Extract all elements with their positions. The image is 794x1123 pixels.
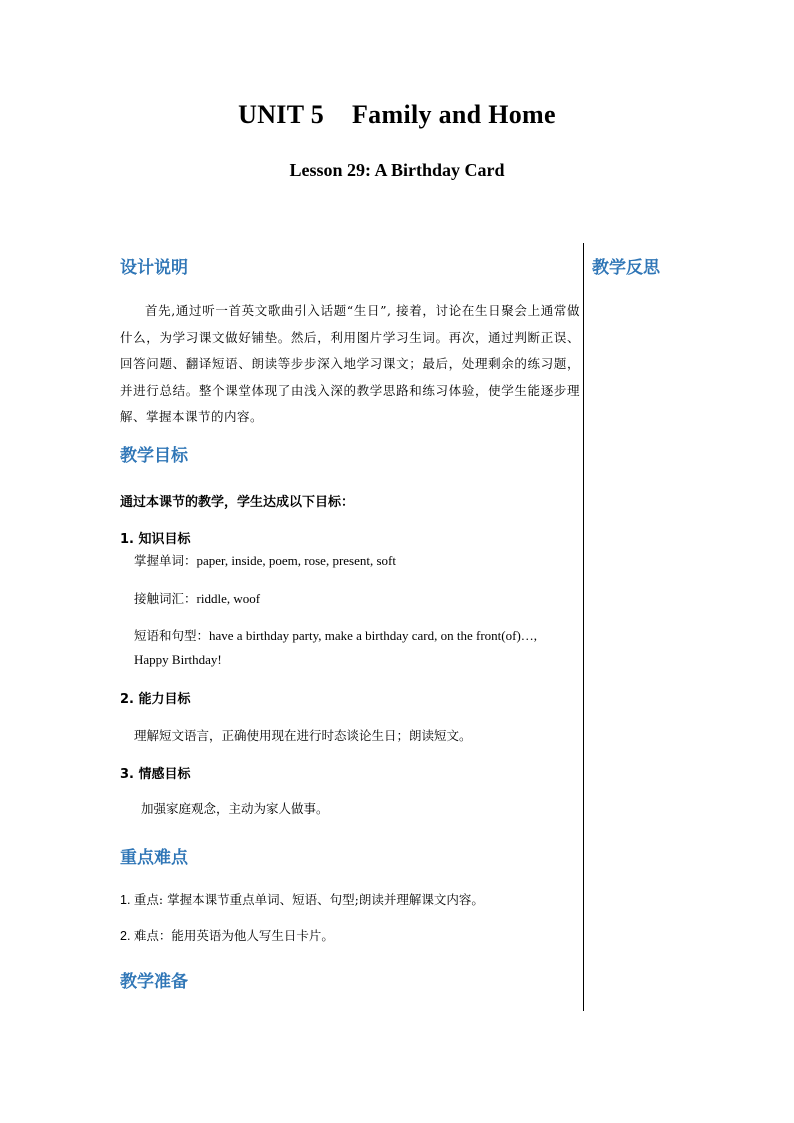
- goals-heading: 教学目标: [120, 446, 188, 466]
- lesson-title: Lesson 29: A Birthday Card: [289, 160, 505, 180]
- vocab-list: paper, inside, poem, rose, present, soft: [196, 553, 396, 568]
- knowledge-goal-title: 1. 知识目标: [120, 532, 191, 547]
- key-points-heading: 重点难点: [120, 848, 188, 868]
- contact-line: [134, 587, 580, 611]
- phrase-list: have a birthday party, make a birthday card, on the front(of)…,: [209, 628, 538, 643]
- key-point-1-text: : 掌握本课节重点单词、短语、句型;朗读并理解课文内容。: [158, 892, 484, 907]
- contact-list: riddle, woof: [196, 591, 261, 606]
- emotion-goal-title: 3. 情感目标: [120, 767, 191, 782]
- goals-intro: 通过本课节的教学，学生达成以下目标：: [120, 495, 355, 510]
- contact-label: 接触词汇：: [134, 591, 197, 606]
- vocab-line: [134, 549, 580, 573]
- ability-goal-text: 理解短文语言，正确使用现在进行时态谈论生日；朗读短文。: [134, 728, 472, 743]
- key-point-2: [120, 924, 580, 948]
- prep-heading: 教学准备: [120, 972, 188, 992]
- unit-label: UNIT 5: [238, 100, 324, 129]
- phrase-label: 短语和句型：: [134, 628, 210, 643]
- unit-name: Family and Home: [352, 100, 556, 129]
- phrase-line-2: [134, 648, 580, 672]
- key-point-2-label: 难点: [133, 929, 159, 943]
- design-heading: 设计说明: [120, 258, 188, 278]
- emotion-goal-text: 加强家庭观念，主动为家人做事。: [141, 801, 329, 816]
- key-point-2-number: 2.: [120, 929, 134, 943]
- unit-title: [0, 100, 794, 130]
- key-point-1-label: 重点: [133, 893, 159, 907]
- key-point-1: [120, 888, 580, 912]
- phrase-list-2: Happy Birthday!: [134, 652, 222, 667]
- key-point-1-number: 1.: [120, 893, 134, 907]
- phrase-line: [134, 624, 580, 648]
- key-point-2-text: ：能用英语为他人写生日卡片。: [158, 928, 334, 943]
- ability-goal-title: 2. 能力目标: [120, 692, 191, 707]
- reflection-heading: 教学反思: [592, 258, 660, 278]
- design-paragraph: 首先,通过听一首英文歌曲引入话题“生日”, 接着，讨论在生日聚会上通常做什么，为学习课文做好铺垫。然后，利用图片学习生词。再次，通过判断正误、回答问题、翻译短语、朗读等步步深入地学习课文；最后，处理剩余的练习题，并进行总结。整个课堂体现了由浅入深的教学思路和练习体验，使学生能逐步理解、掌握本课节的内容。: [120, 303, 580, 424]
- vocab-label: 掌握单词：: [134, 553, 197, 568]
- column-divider: [583, 243, 584, 1011]
